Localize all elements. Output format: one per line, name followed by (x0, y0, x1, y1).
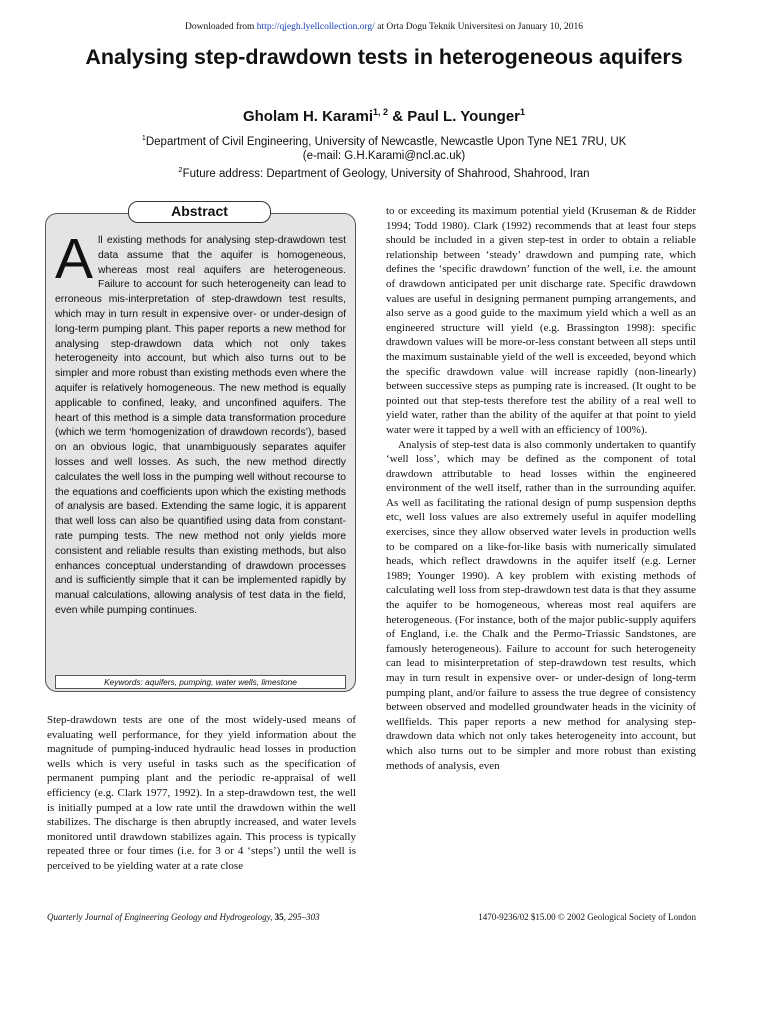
abstract-text (55, 227, 346, 619)
body-left-column: Step-drawdown tests are one of the most widely-used means of evaluating well performance, for they yield information about the magnitude of pumping-induced hydraulic head losses in production wells which is very useful in tasks such as the specification of permanent pumping plant and the periodic re-appraisal of well efficiency (e.g. Clark 1977, 1992). In a step-drawdown test, the well is initially pumped at a low rate until the drawdown within the well stabilizes. The discharge is then abruptly increased, and water levels monitored until drawdown stabilizes again. This process is typically repeated three or four times (i.e. for 3 or 4 ‘steps’) until the well is perceived to be yielding water at a rate close (47, 714, 356, 872)
author-list (0, 107, 768, 125)
body-paragraph-2: Analysis of step-test data is also commonly undertaken to quantify ‘well loss’, which may be defined as the component of total drawdown attributable to head losses within the engineered environment of the well itself, rather than in the surrounding aquifer. As well as facilitating the rational design of pump suspension depths etc, well loss values are also extremely useful in aquifer modelling exercises, since they allow observed water levels in production wells to be compared on a like-for-like basis with numerically simulated heads, which reflect drawdowns in the aquifer itself (e.g. Lerner 1989; Younger 1990). A key problem with existing methods of calculating well loss from step-drawdown test data is that they assume the aquifer to be homogeneous, whereas most real aquifers are heterogeneous. (For instance, both of the major public-supply aquifers of England, i.e. the Chalk and the Permo-Triassic Sandstones, are famously heterogeneous). Failure to account for such heterogeneity can lead to misinterpretation of step-drawdown test results, which may in turn result in expensive over- or under-design of long-term pumping plant, and/or failure to assess the true degree of consistency between observed and modelled groundwater heads in the vicinity of wellfields. This paper reports a new method for analysing step-drawdown data which not only takes heterogeneity into account, but which also turns out to be simpler and more robust than existing methods of analysis, even (386, 438, 696, 772)
body-right-column (386, 204, 696, 773)
author-email: (e-mail: G.H.Karami@ncl.ac.uk) (302, 149, 466, 162)
keywords-box: Keywords: aquifers, pumping, water wells, limestone (55, 675, 346, 689)
abstract-dropcap: A (55, 227, 94, 291)
copyright-notice: 1470-9236/02 $15.00 © 2002 Geological Society of London (478, 912, 696, 922)
affiliation-2: $^2$Future address: Department of Geology, University of Shahrood, Shahrood, Iran (178, 164, 590, 180)
body-paragraph-1: to or exceeding its maximum potential yield (Kruseman & de Ridder 1994; Todd 1980). Clark (1992) recommends that at least four steps should be included in a given step-test in order to obtain a reliable relationship between ‘steady’ drawdown and pumping rate, which defines the ‘specific drawdown’ function of the well, i.e. the amount of drawdown anticipated per unit discharge rate. Specific drawdown values are useful in designing permanent pumping arrangements, and also serve as a good guide to the maximum yield which a well as an engineered structure will yield (e.g. Brassington 1998): specific drawdown values will be more-or-less constant between all steps until the maximum sustainable yield of the well is exceeded, beyond which the specific drawdown value will increase rapidly (non-linearly) between successive steps as pumping rate is increased. (It ought to be pointed out that step-tests therefore test the ability of a real well to yield water, rather than the ability of the aquifer at that point to yield water were it tapped by a well with an efficiency of 100%). (386, 205, 696, 436)
author-younger: Paul L. Younger (407, 108, 520, 125)
author-karami: Gholam H. Karami (242, 108, 374, 125)
download-prefix: Downloaded from (185, 22, 257, 32)
paper-title: Analysing step-drawdown tests in heterogeneous aquifers (85, 45, 683, 69)
abstract-body: ll existing methods for analysing step-drawdown test data assume that the aquifer is homogeneous, whereas most real aquifers are heterogeneous. Failure to account for such heterogeneity can lead to erroneous mis-interpretation of step-drawdown test results, which may in turn result in expensive over- or under-design of long-term pumping plant. This paper reports a new method for analysing step-drawdown data which not only takes heterogeneity into account, but which also turns out to be simpler and more robust than existing methods even where the aquifer is relatively homogeneous. The new method is equally applicable to confined, leaky, and unconfined aquifers. The heart of this method is a simple data transformation procedure (which we term ‘homogenization of drawdown records’), based on an obvious logic, that unambiguously separates aquifer losses and well losses. As such, the new method directly calculates the well loss in the pumping well without recourse to the equations and coefficients upon which the existing methods of analysis are based. Extending the same logic, it is apparent that well loss can also be quantified using data from constant-rate pumping tests. The new method not only yields more consistent and reliable results than existing methods, but also enhances conceptual understanding of drawdown processes and is sufficiently simple that it can be implemented rapidly by manual calculations, allowing analysis of test data in the field, even while pumping continues. (55, 235, 346, 616)
download-notice (0, 22, 768, 32)
author-younger-affil: 1 (520, 107, 526, 117)
affiliation-1: $^1$Department of Civil Engineering, University of Newcastle, Newcastle Upon Tyne NE1 7RU, UK (141, 133, 627, 148)
download-suffix: at Orta Dogu Teknik Universitesi on January 10, 2016 (374, 22, 583, 32)
author-joiner: & (388, 108, 408, 125)
affiliations (0, 131, 768, 181)
journal-pages: , 295–303 (283, 912, 320, 922)
abstract-heading: Abstract (128, 201, 271, 223)
journal-citation: Quarterly Journal of Engineering Geology and Hydrogeology, 35, 295–303 (47, 912, 320, 922)
author-karami-affil: 1, 2 (373, 107, 389, 117)
journal-name: Quarterly Journal of Engineering Geology and Hydrogeology (47, 912, 271, 922)
journal-site-link[interactable]: http://qjegh.lyellcollection.org/ (256, 22, 375, 32)
journal-volume: 35 (274, 912, 284, 922)
